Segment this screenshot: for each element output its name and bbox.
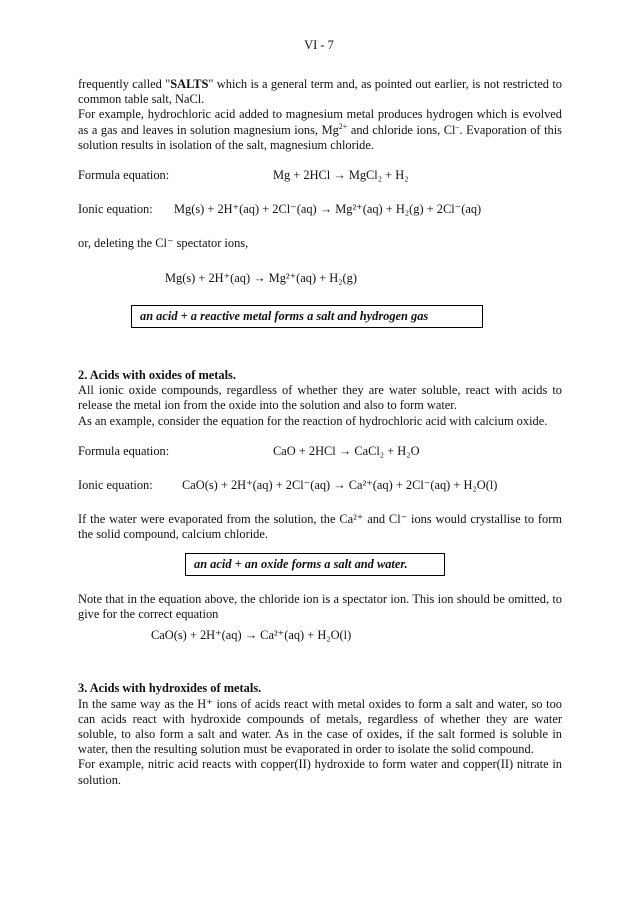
cl-charge: –	[455, 121, 460, 131]
mg-example-end: . Evaporation of this solution results in isolation of the salt, magnesium chloride.	[78, 122, 562, 152]
section2-heading: 2. Acids with oxides of metals.	[78, 368, 236, 383]
mg-example-mid: and chloride ions, Cl	[347, 122, 456, 137]
mg-ionic-equation-line	[78, 202, 562, 217]
mg-formula-equation-line	[78, 168, 562, 183]
mg-net-equation: Mg(s) + 2H⁺(aq) → Mg²⁺(aq) + H₂(g)	[165, 270, 358, 285]
mg-charge: 2+	[338, 121, 348, 131]
intro-paragraph	[78, 77, 562, 107]
section3-para1: In the same way as the H⁺ ions of acids react with metal oxides to form a salt and water, so too can acids react with hydroxide compounds of metals, regardless of whether they are water soluble, to also form a salt and water. As in the case of oxides, if the salt formed is soluble in water, then the resulting solution must be evaporated in order to isolate the solid compound.	[78, 696, 562, 757]
deleting-spectator-line: or, deleting the Cl⁻ spectator ions,	[78, 236, 249, 251]
intro-text-pre: frequently called "	[78, 77, 171, 91]
ionic-label-2: Ionic equation:	[78, 478, 153, 493]
mg-example-text: For example, hydrochloric acid added to magnesium metal produces hydrogen which is evolved as a gas and leaves in solution magnesium ions, Mg	[78, 107, 562, 137]
section3-heading: 3. Acids with hydroxides of metals.	[78, 681, 262, 696]
intro-text-post: " which is a general term and, as pointed out earlier, is not restricted to common table salt, NaCl.	[78, 77, 562, 107]
section3-para2: For example, nitric acid reacts with copper(II) hydroxide to form water and copper(II) nitrate in solution.	[78, 757, 562, 787]
cao-formula-equation-line	[78, 444, 562, 459]
formula-label-2: Formula equation:	[78, 443, 170, 458]
page-content	[78, 77, 562, 788]
cao-ionic-equation-line	[78, 478, 562, 493]
section2-para4: Note that in the equation above, the chloride ion is a spectator ion. This ion should be omitted, to give for the correct equation	[78, 591, 562, 622]
section2-para3: If the water were evaporated from the solution, the Ca²⁺ and Cl⁻ ions would crystallise to form the solid compound, calcium chloride.	[78, 512, 562, 542]
section2-para1: All ionic oxide compounds, regardless of whether they are water soluble, react with acids to release the metal ion from the oxide into the solution and also to form water.	[78, 383, 562, 413]
summary-box-metal: an acid + a reactive metal forms a salt and hydrogen gas	[131, 305, 483, 328]
salts-term: SALTS	[170, 77, 209, 91]
cao-net-equation: CaO(s) + 2H⁺(aq) → Ca²⁺(aq) + H₂O(l)	[151, 628, 352, 643]
mg-ionic-equation: Mg(s) + 2H⁺(aq) + 2Cl⁻(aq) → Mg²⁺(aq) + H₂(g) + 2Cl⁻(aq)	[174, 202, 482, 217]
summary-box-oxide: an acid + an oxide forms a salt and water.	[185, 553, 445, 576]
page-number: VI - 7	[304, 38, 334, 52]
cao-ionic-equation: CaO(s) + 2H⁺(aq) + 2Cl⁻(aq) → Ca²⁺(aq) + 2Cl⁻(aq) + H₂O(l)	[182, 478, 498, 493]
section2-para2: As an example, consider the equation for the reaction of hydrochloric acid with calcium oxide.	[78, 413, 548, 428]
ionic-label: Ionic equation:	[78, 202, 153, 217]
formula-label: Formula equation:	[78, 168, 170, 183]
mg-formula-equation: Mg + 2HCl → MgCl₂ + H₂	[273, 168, 409, 183]
mg-example-paragraph	[78, 107, 562, 153]
cao-formula-equation: CaO + 2HCl → CaCl₂ + H₂O	[273, 443, 420, 458]
